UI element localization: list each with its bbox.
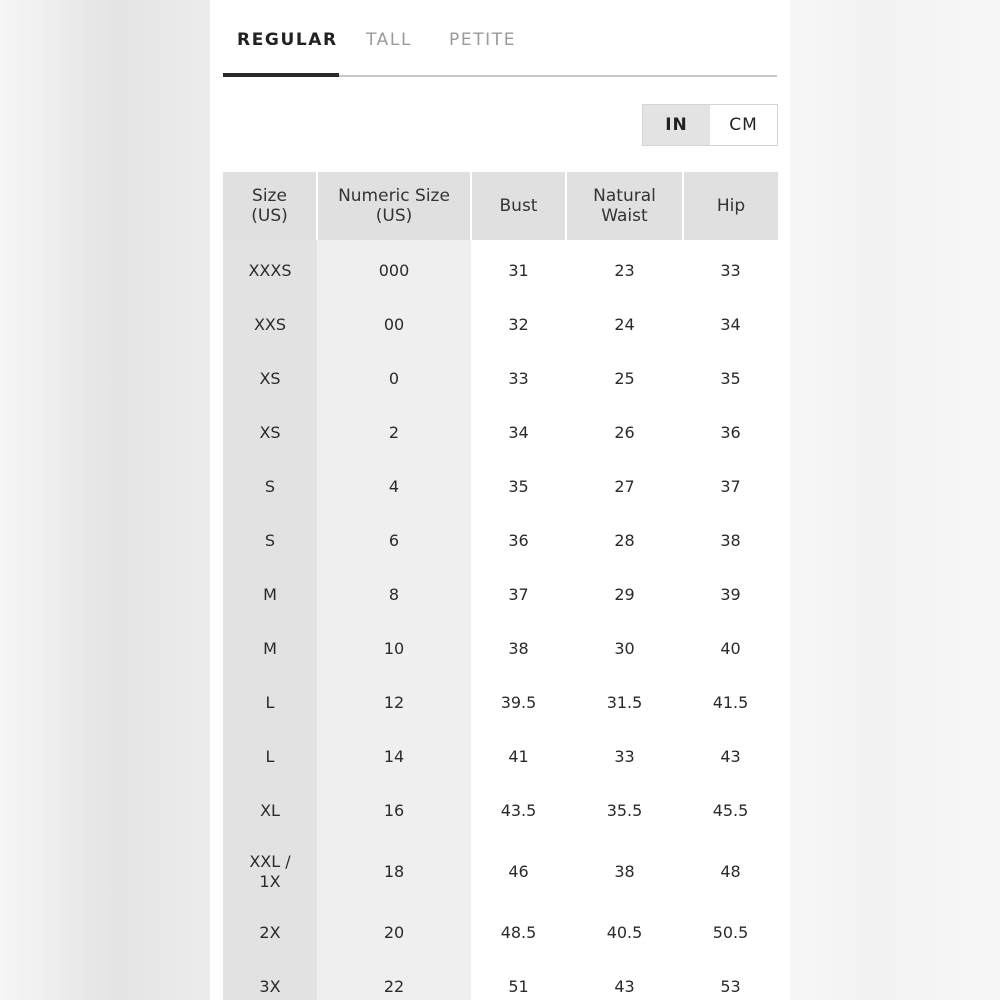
natural-waist-cell: 27: [614, 477, 635, 496]
hip-cell: 34: [720, 315, 741, 334]
size-cell: L: [223, 676, 317, 730]
numeric-size-cell: 000: [317, 240, 471, 298]
hip-cell: 48: [720, 862, 741, 881]
natural-waist-cell: 26: [614, 423, 635, 442]
natural-waist-cell: 35.5: [606, 801, 643, 820]
bust-cell: 34: [508, 423, 529, 442]
hip-cell: 53: [720, 977, 741, 996]
numeric-size-cell: 8: [317, 568, 471, 622]
hip-cell: 38: [720, 531, 741, 550]
table-row: [223, 406, 778, 460]
hip-cell: 33: [720, 261, 741, 280]
size-cell: 2X: [223, 906, 317, 960]
numeric-size-cell: 22: [317, 960, 471, 1000]
size-cell: S: [223, 460, 317, 514]
size-cell: M: [223, 622, 317, 676]
table-body: [223, 240, 778, 1000]
header-bust: Bust: [471, 172, 566, 240]
size-cell: 3X: [223, 960, 317, 1000]
natural-waist-cell: 33: [614, 747, 635, 766]
bust-cell: 31: [508, 261, 529, 280]
natural-waist-cell: 43: [614, 977, 635, 996]
table-row: [223, 460, 778, 514]
size-cell: L: [223, 730, 317, 784]
natural-waist-cell: 23: [614, 261, 635, 280]
header-size-us: Size (US): [223, 172, 317, 240]
size-cell: S: [223, 514, 317, 568]
natural-waist-cell: 38: [614, 862, 635, 881]
size-cell: XS: [223, 352, 317, 406]
numeric-size-cell: 6: [317, 514, 471, 568]
hip-cell: 39: [720, 585, 741, 604]
table-row: [223, 352, 778, 406]
header-numeric-size-us: Numeric Size (US): [317, 172, 471, 240]
bust-cell: 33: [508, 369, 529, 388]
bust-cell: 36: [508, 531, 529, 550]
table-row: [223, 838, 778, 906]
tab-petite[interactable]: PETITE: [449, 30, 517, 50]
natural-waist-cell: 40.5: [606, 923, 643, 942]
tab-regular[interactable]: REGULAR: [223, 30, 339, 77]
background-right: [790, 0, 1000, 1000]
unit-cm-button[interactable]: CM: [729, 115, 758, 135]
tab-tall[interactable]: TALL: [366, 30, 413, 50]
bust-cell: 35: [508, 477, 529, 496]
table-row: [223, 240, 778, 298]
size-chart-panel: [210, 0, 790, 1000]
size-cell: XS: [223, 406, 317, 460]
bust-cell: 48.5: [500, 923, 537, 942]
unit-in-button[interactable]: IN: [643, 105, 710, 145]
natural-waist-cell: 24: [614, 315, 635, 334]
table-row: [223, 568, 778, 622]
bust-cell: 37: [508, 585, 529, 604]
hip-cell: 36: [720, 423, 741, 442]
natural-waist-cell: 31.5: [606, 693, 643, 712]
fit-tabs: [223, 0, 777, 77]
table-row: [223, 730, 778, 784]
bust-cell: 43.5: [500, 801, 537, 820]
numeric-size-cell: 10: [317, 622, 471, 676]
bust-cell: 51: [508, 977, 529, 996]
size-cell: XXL / 1X: [223, 838, 317, 906]
unit-toggle: [642, 104, 778, 146]
hip-cell: 37: [720, 477, 741, 496]
header-natural-waist: Natural Waist: [566, 172, 683, 240]
natural-waist-cell: 28: [614, 531, 635, 550]
table-row: [223, 622, 778, 676]
bust-cell: 32: [508, 315, 529, 334]
numeric-size-cell: 16: [317, 784, 471, 838]
table-row: [223, 784, 778, 838]
numeric-size-cell: 00: [317, 298, 471, 352]
hip-cell: 41.5: [712, 693, 749, 712]
hip-cell: 35: [720, 369, 741, 388]
numeric-size-cell: 20: [317, 906, 471, 960]
numeric-size-cell: 2: [317, 406, 471, 460]
size-cell: XL: [223, 784, 317, 838]
table-row: [223, 298, 778, 352]
size-cell: M: [223, 568, 317, 622]
numeric-size-cell: 14: [317, 730, 471, 784]
table-row: [223, 960, 778, 1000]
natural-waist-cell: 25: [614, 369, 635, 388]
numeric-size-cell: 12: [317, 676, 471, 730]
table-header-row: [223, 172, 778, 240]
size-cell: XXXS: [223, 240, 317, 298]
table-row: [223, 514, 778, 568]
numeric-size-cell: 4: [317, 460, 471, 514]
natural-waist-cell: 30: [614, 639, 635, 658]
header-hip: Hip: [683, 172, 778, 240]
hip-cell: 43: [720, 747, 741, 766]
numeric-size-cell: 0: [317, 352, 471, 406]
bust-cell: 38: [508, 639, 529, 658]
natural-waist-cell: 29: [614, 585, 635, 604]
numeric-size-cell: 18: [317, 838, 471, 906]
hip-cell: 50.5: [712, 923, 749, 942]
bust-cell: 39.5: [500, 693, 537, 712]
hip-cell: 45.5: [712, 801, 749, 820]
bust-cell: 46: [508, 862, 529, 881]
table-row: [223, 676, 778, 730]
table-row: [223, 906, 778, 960]
hip-cell: 40: [720, 639, 741, 658]
size-table: [223, 172, 778, 1000]
background-left: [0, 0, 210, 1000]
bust-cell: 41: [508, 747, 529, 766]
size-cell: XXS: [223, 298, 317, 352]
